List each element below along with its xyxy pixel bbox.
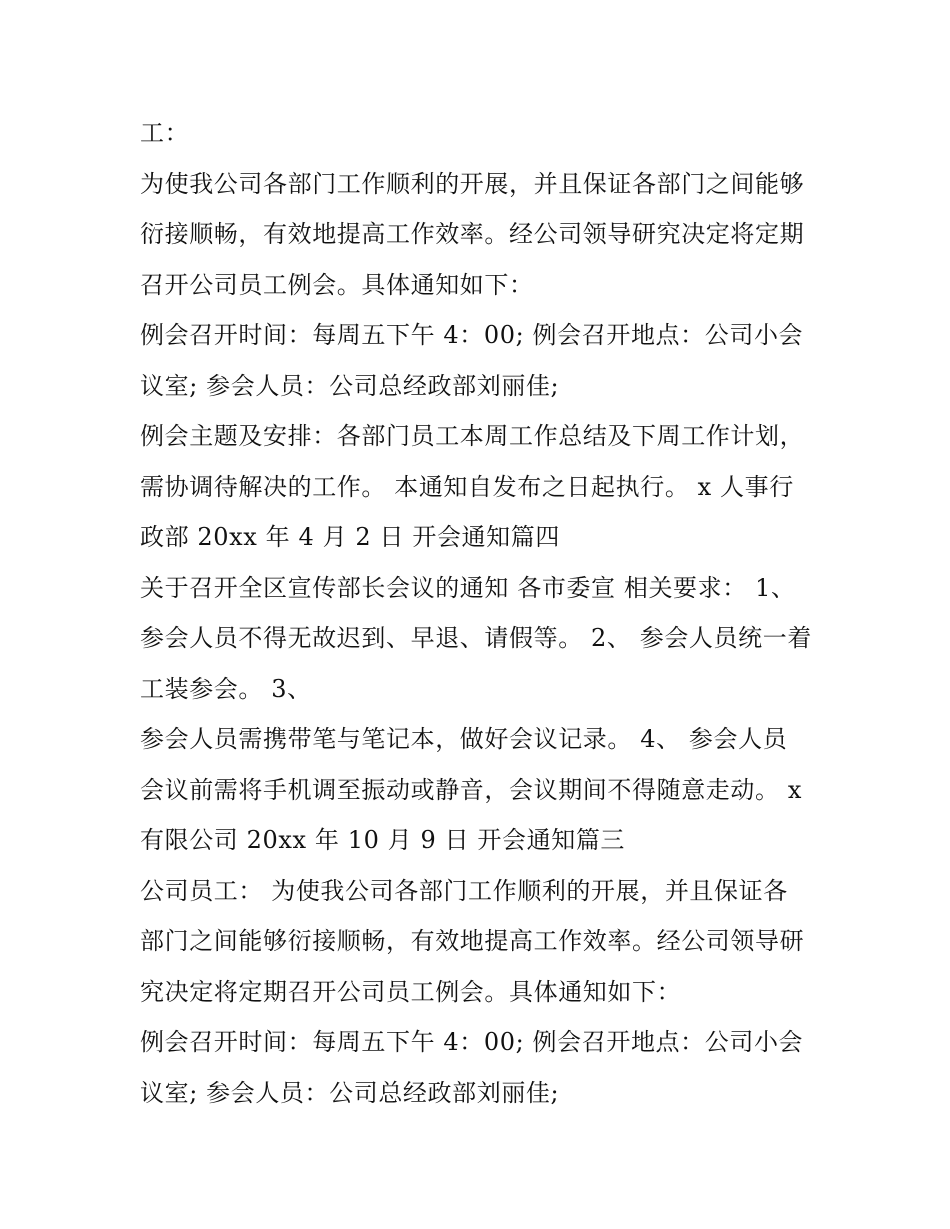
text-line: 例会主题及安排：各部门员工本周工作总结及下周工作计划， [140, 422, 805, 450]
document-body [140, 108, 830, 1118]
text-line: 究决定将定期召开公司员工例会。具体通知如下： [140, 977, 682, 1006]
text-line: 有限公司 20xx 年 10 月 9 日 开会通知篇三 [140, 826, 626, 854]
text-line: 召开公司员工例会。具体通知如下： [140, 270, 534, 299]
text-line: 公司员工： 为使我公司各部门工作顺利的开展，并且保证各 [140, 876, 788, 905]
text-line: 议室; 参会人员：公司总经政部刘丽佳; [140, 371, 560, 400]
text-line: 会议前需将手机调至振动或静音，会议期间不得随意走动。 x [140, 775, 802, 804]
text-line: 关于召开全区宣传部长会议的通知 各市委宣 相关要求： 1、 [140, 573, 796, 602]
text-line: 衍接顺畅，有效地提高工作效率。经公司领导研究决定将定期 [140, 220, 805, 248]
text-line: 例会召开时间：每周五下午 4：00; 例会召开地点：公司小会 [140, 1028, 804, 1056]
text-line: 部门之间能够衍接顺畅，有效地提高工作效率。经公司领导研 [140, 927, 805, 955]
text-line: 参会人员需携带笔与笔记本，做好会议记录。 4、 参会人员 [140, 725, 788, 753]
text-line: 政部 20xx 年 4 月 2 日 开会通知篇四 [140, 523, 560, 551]
text-line: 需协调待解决的工作。 本通知自发布之日起执行。 x 人事行 [140, 472, 794, 501]
text-line: 工： [140, 119, 190, 147]
text-line: 例会召开时间：每周五下午 4：00; 例会召开地点：公司小会 [140, 321, 804, 349]
text-line: 为使我公司各部门工作顺利的开展，并且保证各部门之间能够 [140, 169, 805, 198]
text-line: 工装参会。 3、 [140, 674, 312, 703]
text-line: 议室; 参会人员：公司总经政部刘丽佳; [140, 1078, 560, 1107]
text-line: 参会人员不得无故迟到、早退、请假等。 2、 参会人员统一着 [140, 624, 812, 652]
